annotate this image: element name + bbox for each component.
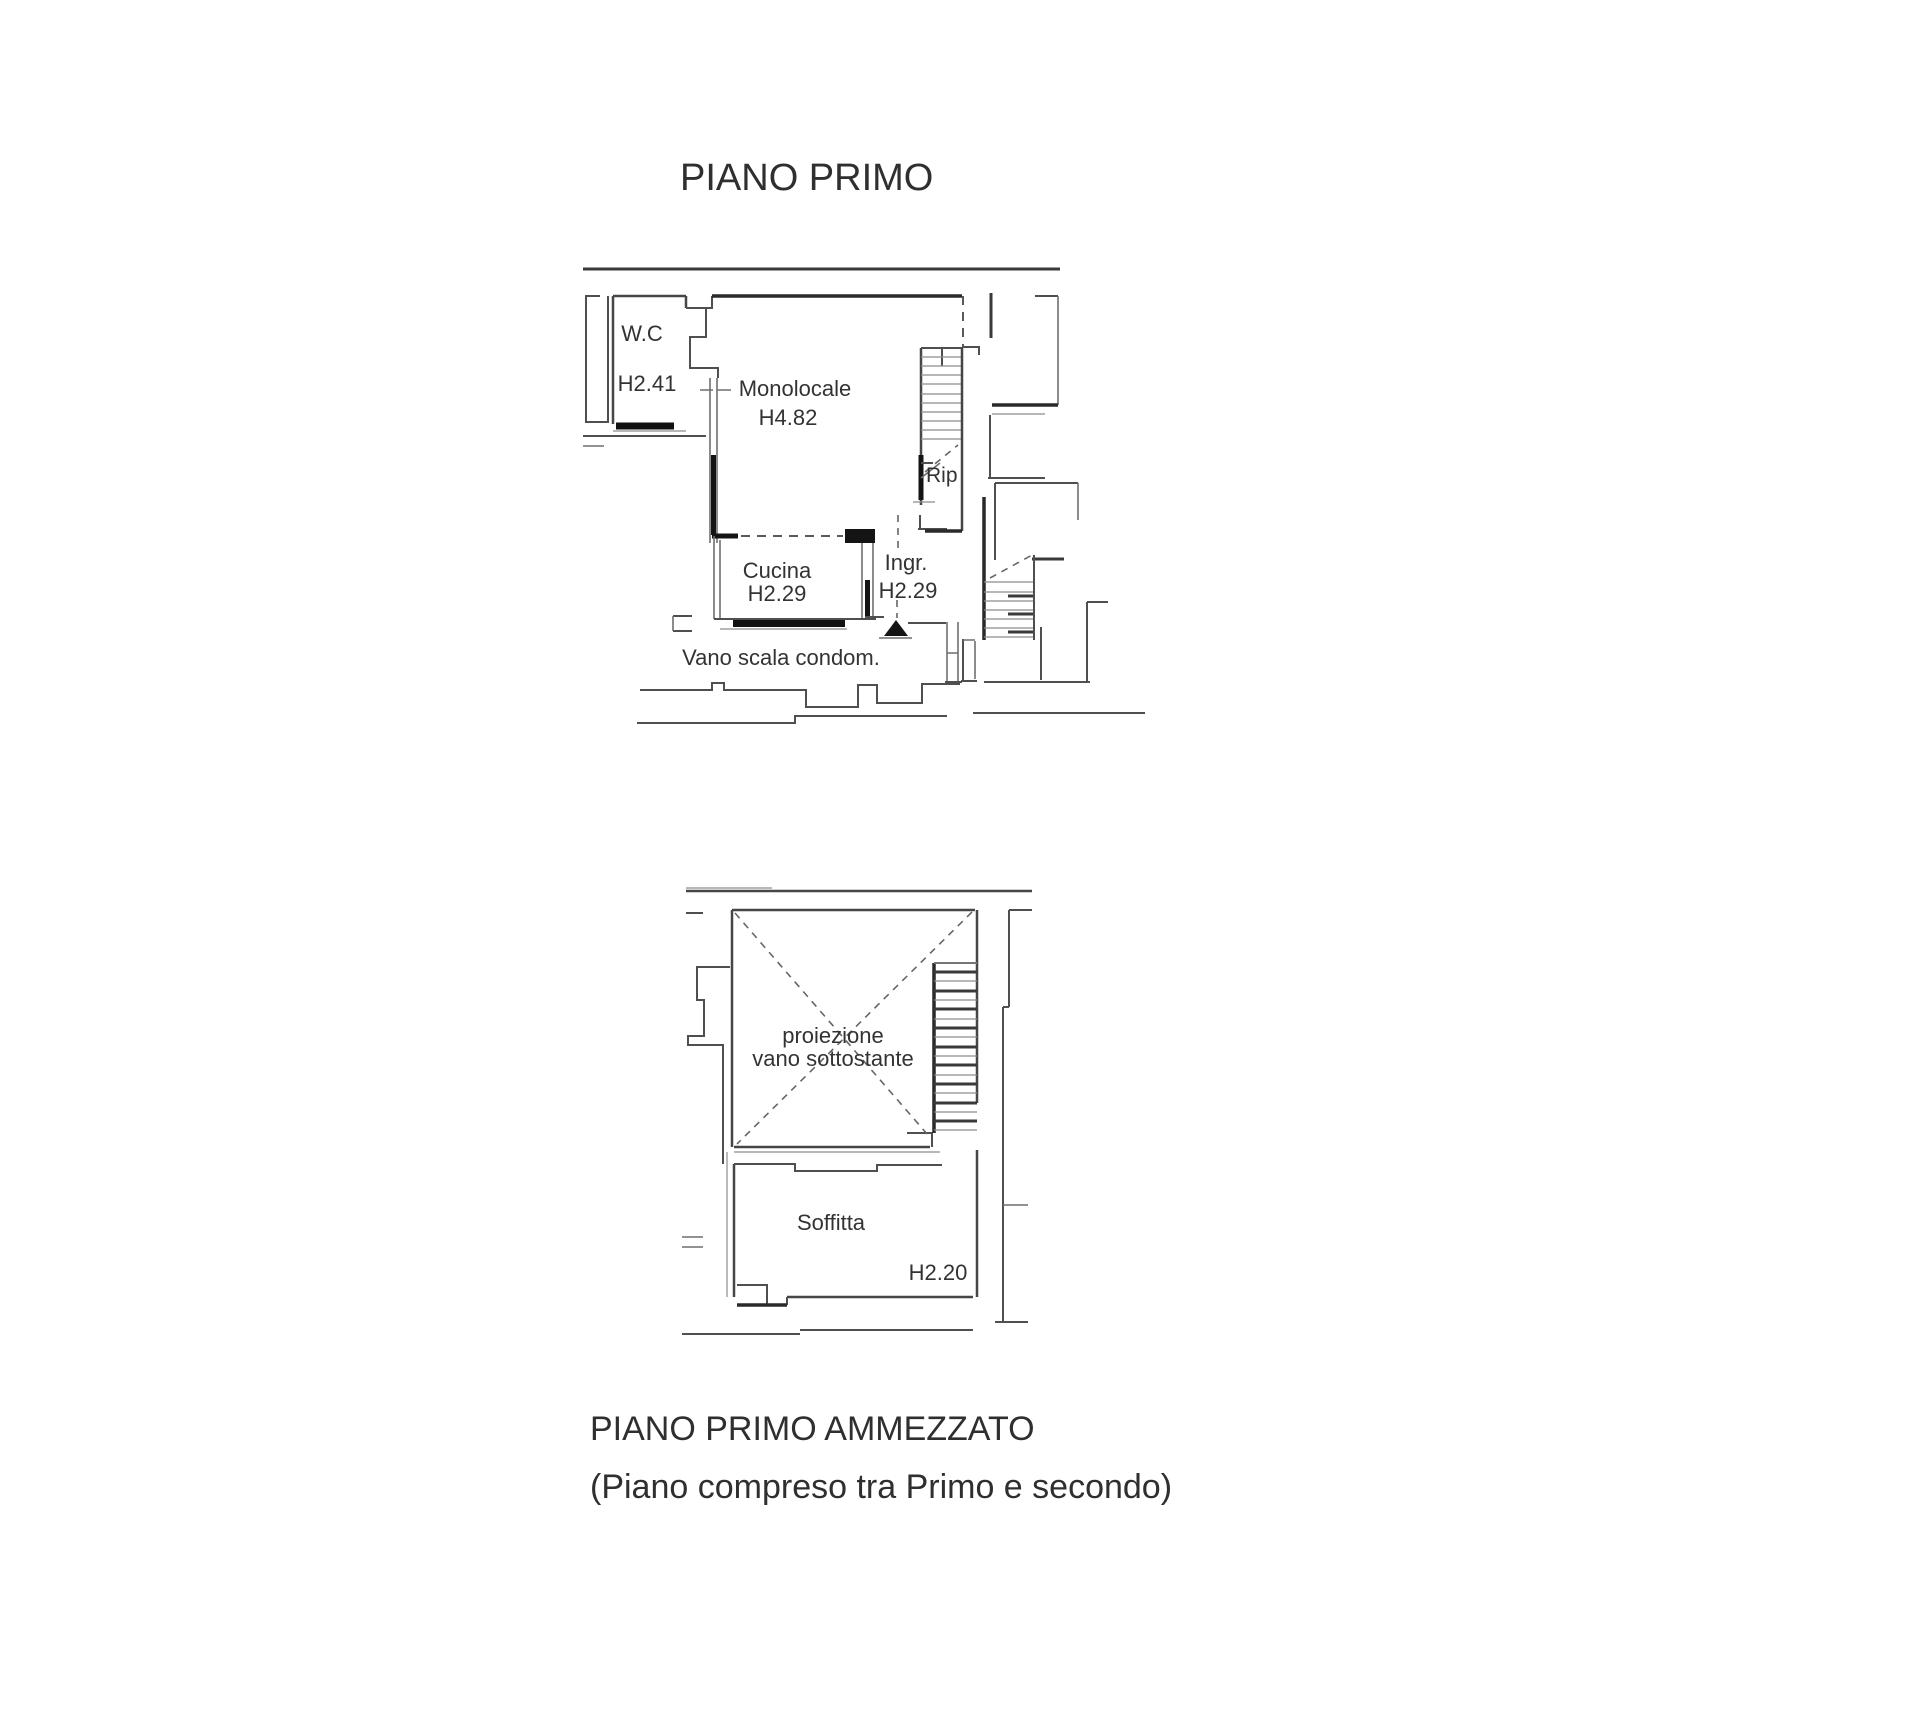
plan2-right-wall xyxy=(995,910,1032,1323)
wc-room-walls xyxy=(613,296,718,431)
monolocale-walls xyxy=(700,296,963,543)
stairwell-label: Vano scala condom. xyxy=(682,645,880,670)
projection-label-line1: proiezione xyxy=(782,1023,884,1048)
staircase-internal xyxy=(913,347,980,531)
staircase-condominium xyxy=(984,497,1108,683)
plan-primo-title: PIANO PRIMO xyxy=(680,157,934,199)
plan1-lower-boundary xyxy=(637,683,1145,723)
plan-ammezzato-caption xyxy=(590,1410,1172,1506)
plan-primo-drawing xyxy=(583,269,1145,723)
cucina-height-label: H2.29 xyxy=(747,581,807,606)
plan1-right-neighbour-walls xyxy=(988,293,1078,560)
caption-line2: (Piano compreso tra Primo e secondo) xyxy=(590,1468,1173,1506)
ingresso-label: Ingr. xyxy=(884,550,928,575)
plan-ammezzato-drawing xyxy=(682,888,1032,1334)
wc-height-label: H2.41 xyxy=(617,371,677,396)
monolocale-label: Monolocale xyxy=(738,376,852,401)
wc-label: W.C xyxy=(621,321,663,346)
ripostiglio-label: Rip xyxy=(926,464,958,487)
entrance-door-triangle xyxy=(884,620,908,636)
projection-label-line2: vano sottostante xyxy=(752,1046,914,1071)
monolocale-height-label: H4.82 xyxy=(758,405,818,430)
plan2-left-stepped-wall xyxy=(688,967,730,1164)
soffitta-height-label: H2.20 xyxy=(908,1260,968,1285)
cucina-label: Cucina xyxy=(742,558,812,583)
ingresso-height-label: H2.29 xyxy=(878,578,938,603)
caption-line1: PIANO PRIMO AMMEZZATO xyxy=(590,1410,1035,1448)
plan2-lower-boundary xyxy=(682,1237,973,1334)
soffitta-label: Soffitta xyxy=(796,1210,866,1235)
